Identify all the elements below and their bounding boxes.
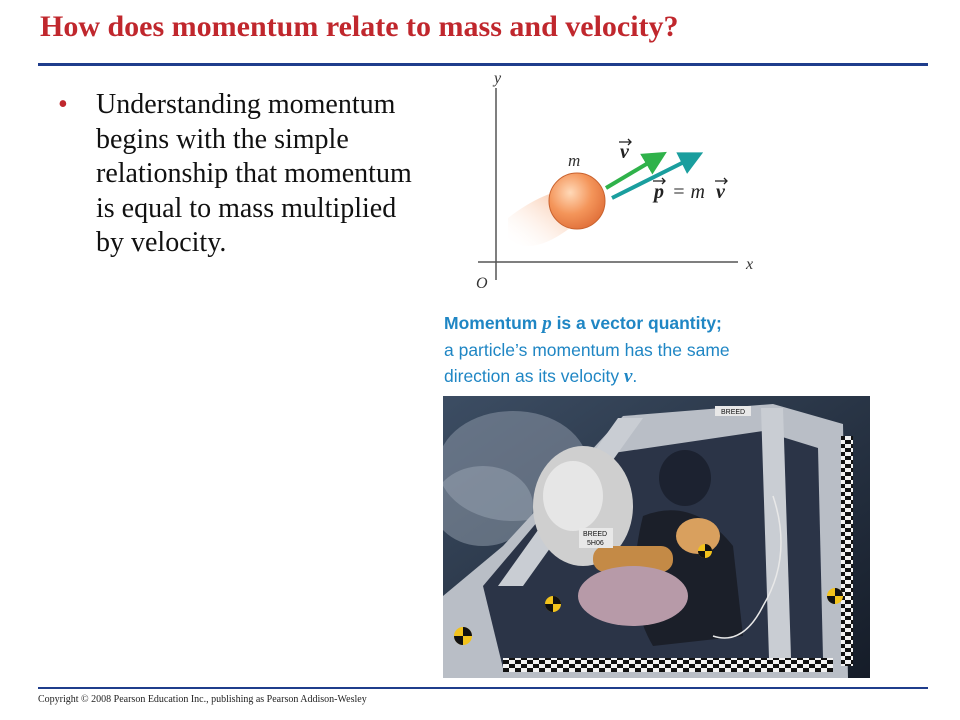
sticker-breed-2: BREED <box>583 531 608 538</box>
caption-line-3-post: . <box>632 366 638 386</box>
velocity-arrow <box>606 156 660 188</box>
caption-line-3 <box>444 363 804 390</box>
copyright-text: Copyright © 2008 Pearson Education Inc., publishing as Pearson Addison-Wesley <box>38 694 367 705</box>
target-sticker-2 <box>545 596 561 612</box>
caption-line-2: a particle’s momentum has the same <box>444 340 730 360</box>
momentum-diagram <box>470 68 770 300</box>
caption-line-3-pre: direction as its velocity <box>444 366 624 386</box>
momentum-equals: = m <box>672 181 705 203</box>
diagram-caption <box>444 310 804 390</box>
x-axis-label: x <box>746 256 754 273</box>
slide-title: How does momentum relate to mass and velocity? <box>40 10 679 43</box>
sticker-code: 5H06 <box>587 540 604 547</box>
velocity-label: v <box>620 141 629 163</box>
target-sticker-3 <box>827 588 843 604</box>
mass-label: m <box>568 151 581 170</box>
caption-line-1 <box>444 310 804 337</box>
target-sticker-1 <box>454 627 472 645</box>
caption-line-1-post: is a vector quantity; <box>551 313 722 333</box>
target-sticker-4 <box>698 544 712 558</box>
momentum-rhs: v <box>716 181 725 203</box>
bullet-text: Understanding momentum begins with the simple relationship that momentum is equal to mass multiplied by velocity. <box>96 89 412 258</box>
caption-p-symbol: p <box>542 313 552 334</box>
momentum-lhs: p <box>654 181 664 203</box>
caption-line-1-pre: Momentum <box>444 313 543 333</box>
title-divider <box>38 63 928 66</box>
y-axis-label: y <box>494 70 502 87</box>
crash-test-photo <box>443 396 870 678</box>
mass-ball <box>549 173 605 229</box>
footer-divider <box>38 687 928 689</box>
sticker-breed-1: BREED <box>721 409 746 416</box>
caption-v-symbol: v <box>623 366 633 387</box>
bullet-dot-icon: • <box>58 89 68 120</box>
origin-label: O <box>476 275 488 292</box>
